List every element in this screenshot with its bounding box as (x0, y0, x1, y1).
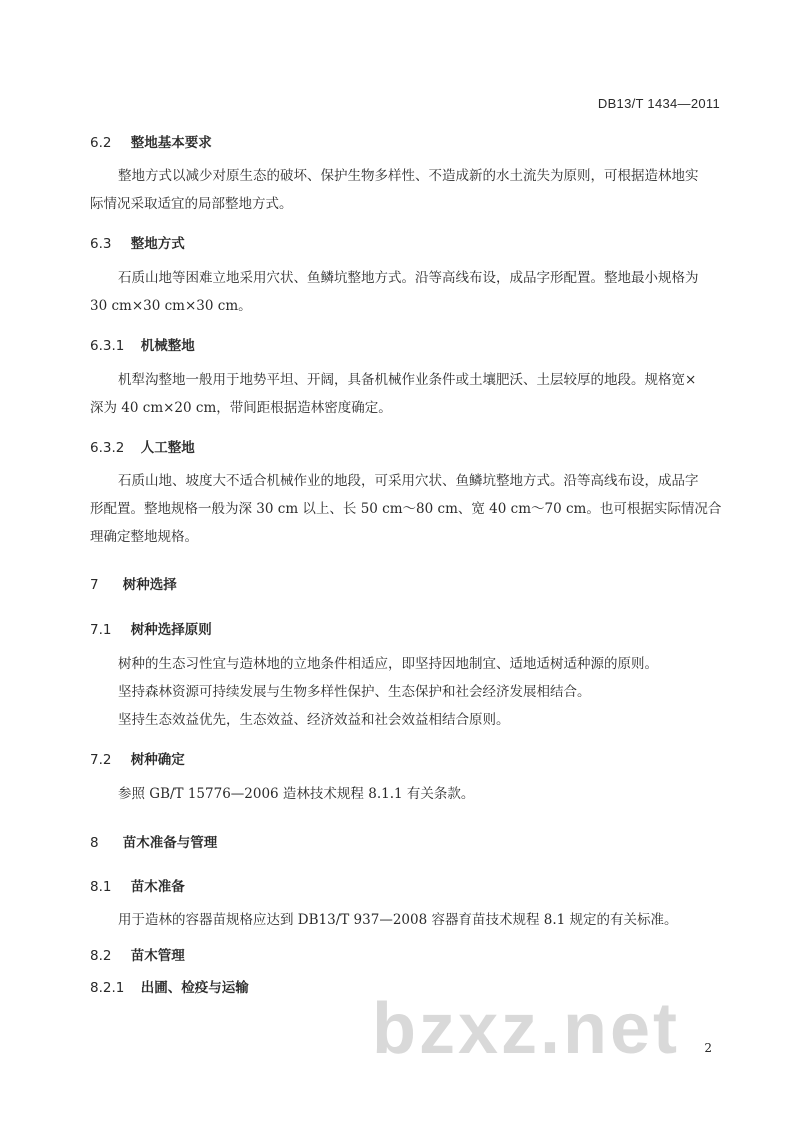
text-line: 机犁沟整地一般用于地势平坦、开阔，具备机械作业条件或土壤肥沃、土层较厚的地段。规格宽× (118, 372, 697, 388)
text-line: 深为 40 cm×20 cm，带间距根据造林密度确定。 (90, 400, 392, 416)
paragraph-6-3-2 (90, 467, 722, 551)
paragraph-6-3-1 (90, 366, 710, 422)
paragraph-7-1 (90, 650, 710, 734)
watermark-logo: bzxz.net (372, 989, 681, 1069)
text-line: 用于造林的容器苗规格应达到 DB13/T 937—2008 容器育苗技术规程 8.1 规定的有关标准。 (118, 912, 678, 928)
document-code: DB13/T 1434—2011 (597, 96, 720, 111)
section-title: 出圃、检疫与运输 (140, 980, 249, 996)
section-number: 6.3 (90, 236, 112, 252)
section-title: 树种选择 (122, 577, 177, 593)
heading-7 (90, 573, 177, 593)
section-number: 8.2.1 (90, 980, 125, 996)
text-line: 际情况采取适宜的局部整地方式。 (90, 196, 293, 212)
section-number: 6.2 (90, 135, 112, 151)
section-title: 人工整地 (140, 440, 195, 456)
text-line: 形配置。整地规格一般为深 30 cm 以上、长 50 cm～80 cm、宽 40 cm～70 cm。也可根据实际情况合 (90, 501, 722, 517)
heading-6-3-1 (90, 334, 195, 354)
heading-8-2 (90, 944, 185, 964)
section-number: 7.1 (90, 622, 112, 638)
page-number: 2 (704, 1041, 712, 1055)
section-number: 8.1 (90, 879, 112, 895)
heading-7-1 (90, 618, 212, 638)
section-number: 7 (90, 577, 99, 593)
text-line: 坚持生态效益优先，生态效益、经济效益和社会效益相结合原则。 (118, 712, 510, 728)
heading-6-3-2 (90, 436, 195, 456)
section-title: 树种选择原则 (130, 622, 212, 638)
section-title: 机械整地 (140, 338, 195, 354)
section-title: 苗木准备与管理 (122, 835, 218, 851)
section-number: 6.3.1 (90, 338, 125, 354)
text-line: 坚持森林资源可持续发展与生物多样性保护、生态保护和社会经济发展相结合。 (118, 684, 591, 700)
paragraph-6-2 (90, 162, 710, 218)
heading-8-1 (90, 875, 185, 895)
section-title: 树种确定 (130, 752, 185, 768)
text-line: 参照 GB/T 15776—2006 造林技术规程 8.1.1 有关条款。 (118, 786, 475, 802)
section-number: 8 (90, 835, 99, 851)
text-line: 石质山地、坡度大不适合机械作业的地段，可采用穴状、鱼鳞坑整地方式。沿等高线布设，成品字 (118, 473, 699, 489)
section-title: 整地方式 (130, 236, 185, 252)
paragraph-8-1 (90, 906, 710, 934)
section-number: 6.3.2 (90, 440, 125, 456)
paragraph-6-3 (90, 264, 710, 320)
section-title: 苗木准备 (130, 879, 185, 895)
heading-6-3 (90, 232, 185, 252)
heading-6-2 (90, 131, 212, 151)
heading-8-2-1 (90, 976, 249, 996)
section-number: 7.2 (90, 752, 112, 768)
heading-7-2 (90, 748, 185, 768)
section-title: 苗木管理 (130, 948, 185, 964)
text-line: 整地方式以减少对原生态的破坏、保护生物多样性、不造成新的水土流失为原则，可根据造林地实 (118, 168, 699, 184)
heading-8 (90, 831, 217, 851)
text-line: 石质山地等困难立地采用穴状、鱼鳞坑整地方式。沿等高线布设，成品字形配置。整地最小规格为 (118, 270, 699, 286)
paragraph-7-2 (90, 780, 710, 808)
text-line: 30 cm×30 cm×30 cm。 (90, 298, 252, 314)
section-title: 整地基本要求 (130, 135, 212, 151)
section-number: 8.2 (90, 948, 112, 964)
text-line: 树种的生态习性宜与造林地的立地条件相适应，即坚持因地制宜、适地适树适种源的原则。 (118, 656, 658, 672)
text-line: 理确定整地规格。 (90, 529, 198, 545)
